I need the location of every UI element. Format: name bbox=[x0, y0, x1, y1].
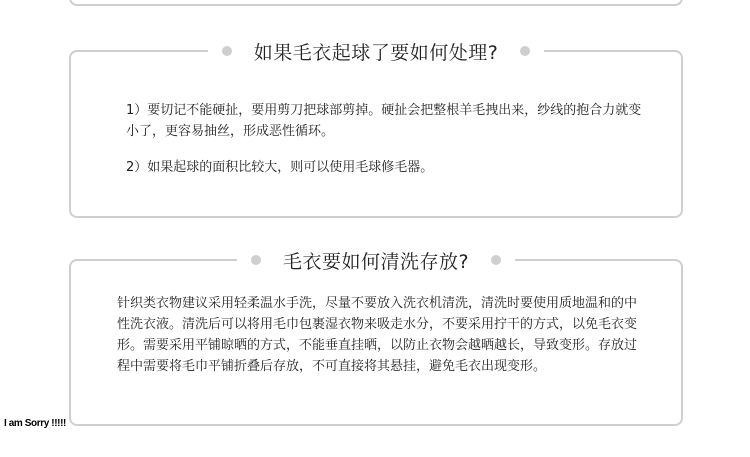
pilling-faq-heading-inner bbox=[208, 38, 545, 65]
pilling-faq-body bbox=[126, 100, 643, 193]
pilling-faq-paragraph-1: 1）要切记不能硬扯，要用剪刀把球部剪掉。硬扯会把整根羊毛拽出来，纱线的抱合力就变小了，更容易抽丝，形成恶性循环。 bbox=[126, 103, 642, 139]
heading-right-dot-icon bbox=[491, 255, 501, 265]
washing-faq-paragraph: 针织类衣物建议采用轻柔温水手洗，尽量不要放入洗衣机清洗，清洗时要使用质地温和的中性洗衣液。清洗后可以将用毛巾包裹湿衣物来吸走水分，不要采用拧干的方式，以免毛衣变形。需要采用平铺晾晒的方式，不能垂直挂晒，以防止衣物会越晒越长，导致变形。存放过程中需要将毛巾平铺折叠后存放，不可直接将其悬挂，避免毛衣出现变形。 bbox=[117, 296, 638, 374]
pilling-faq-paragraph-2: 2）如果起球的面积比较大，则可以使用毛球修毛器。 bbox=[126, 160, 434, 175]
washing-faq-heading-inner bbox=[237, 247, 515, 274]
footer-error-text: I am Sorry !!!!! bbox=[4, 418, 66, 429]
washing-faq-panel bbox=[69, 250, 683, 426]
previous-section-panel-edge bbox=[69, 0, 683, 6]
pilling-faq-heading bbox=[71, 36, 681, 66]
pilling-faq-title: 如果毛衣起球了要如何处理? bbox=[253, 41, 499, 64]
heading-left-dot-icon bbox=[222, 46, 232, 56]
heading-left-dot-icon bbox=[251, 255, 261, 265]
heading-right-dot-icon bbox=[520, 46, 530, 56]
washing-faq-title: 毛衣要如何清洗存放? bbox=[282, 250, 470, 273]
washing-faq-body bbox=[117, 293, 643, 392]
pilling-faq-panel bbox=[69, 41, 683, 218]
washing-faq-heading bbox=[71, 245, 681, 275]
